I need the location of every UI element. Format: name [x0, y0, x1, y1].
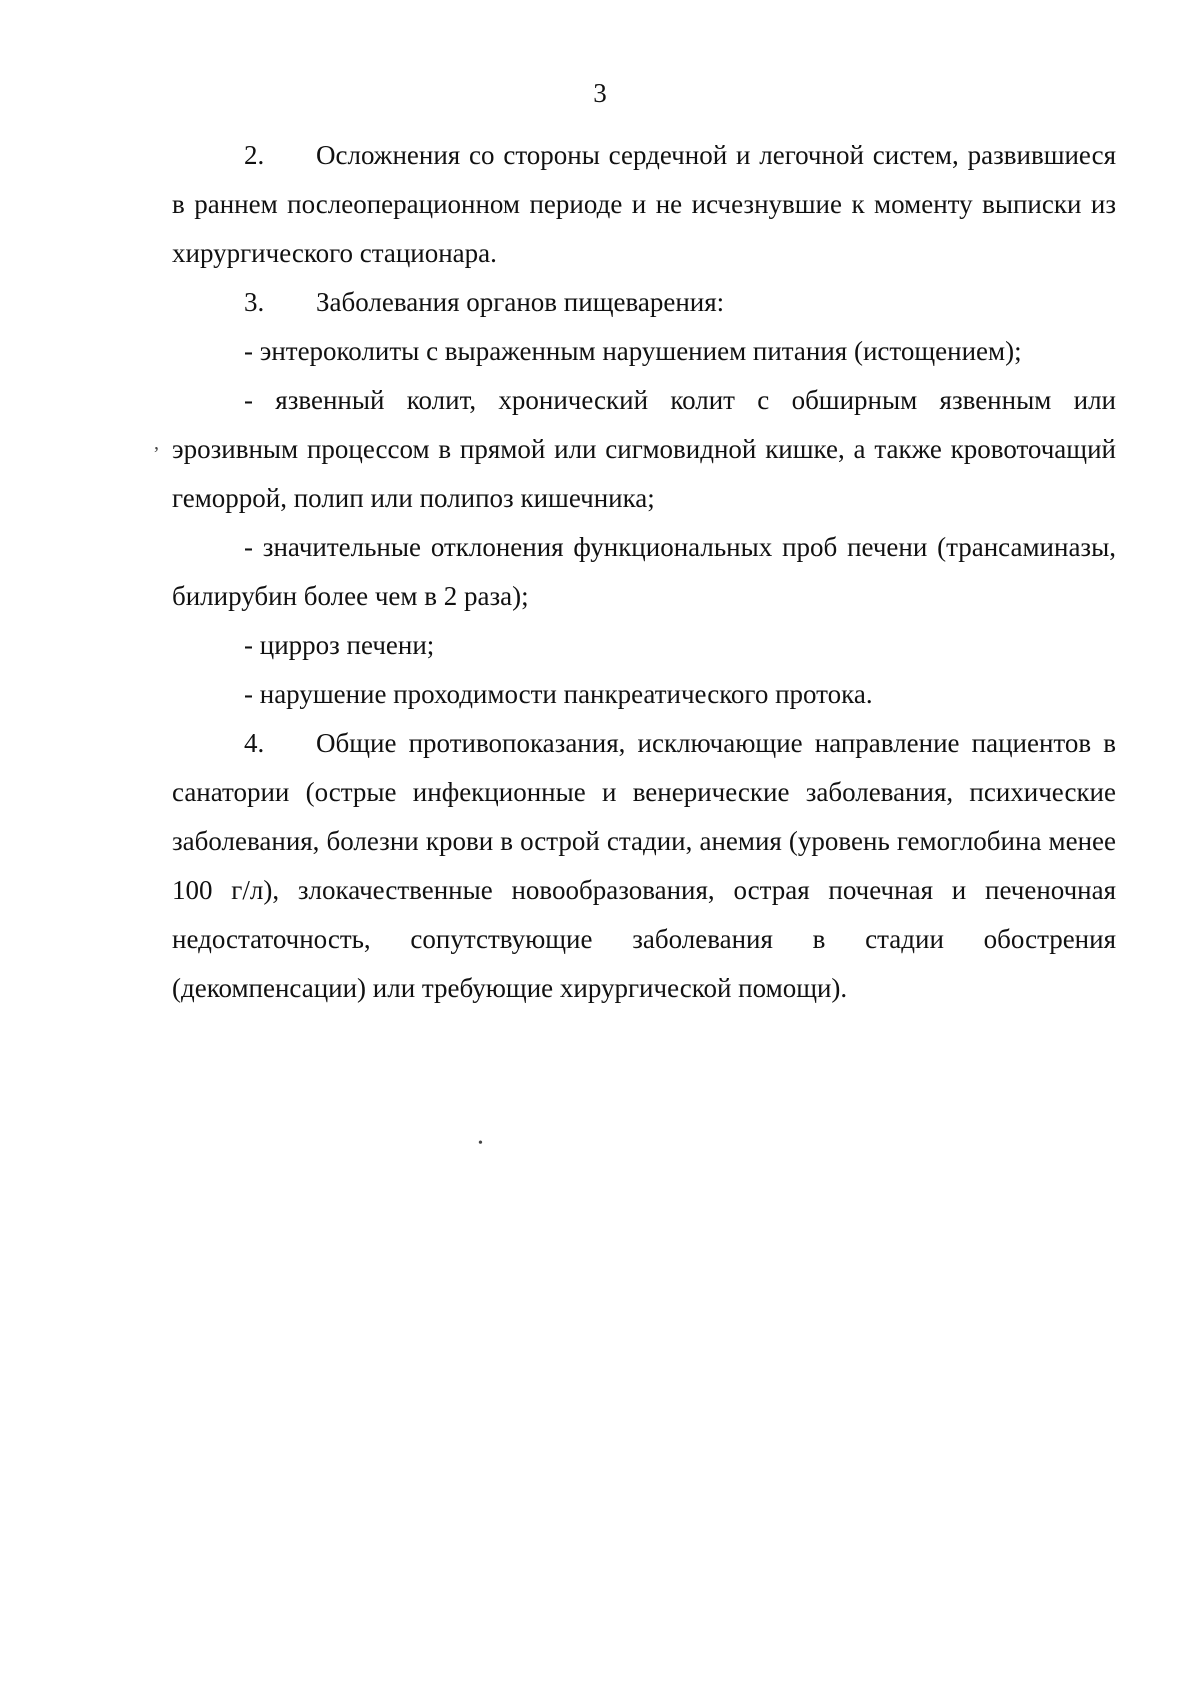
document-body — [172, 131, 1116, 1013]
paragraph-item-4 — [172, 719, 1116, 1013]
paragraph-item-2 — [172, 131, 1116, 278]
list-item-enterocolitis: - энтероколиты с выраженным нарушением питания (истощением); — [244, 336, 1022, 366]
list-item-pancreatic-duct: - нарушение проходимости панкреатического протока. — [244, 679, 873, 709]
list-item-cirrhosis: - цирроз печени; — [244, 630, 435, 660]
scan-dot-mark: • — [478, 1136, 483, 1151]
paragraph-text: Заболевания органов пищеварения: — [316, 287, 725, 317]
paragraph-item-3 — [172, 278, 1116, 327]
paragraph-number: 3. — [244, 287, 265, 317]
scan-speck-mark: , — [154, 432, 159, 454]
list-item-liver-tests: - значительные отклонения функциональных проб печени (трансаминазы, билирубин более чем в 2 раза); — [172, 532, 1116, 611]
page-number: 3 — [593, 78, 607, 108]
paragraph-number: 2. — [244, 140, 265, 170]
paragraph-number: 4. — [244, 728, 265, 758]
list-item-colitis: - язвенный колит, хронический колит с обширным язвенным или эрозивным процессом в прямой или сигмовидной кишке, а также кровоточащий геморрой, полип или полипоз кишечника; — [172, 385, 1116, 513]
paragraph-text: Общие противопоказания, исключающие направление пациентов в санатории (острые инфекционные и венерические заболевания, психические заболевания, болезни крови в острой стадии, анемия (уровень гемоглобина менее 100 г/л), злокачественные новообразования, острая почечная и печеночная недостаточность, сопутствующие заболевания в стадии обострения (декомпенсации) или требующие хирургической помощи). — [172, 728, 1116, 1003]
paragraph-text: Осложнения со стороны сердечной и легочной систем, развившиеся в раннем послеоперационном периоде и не исчезнувшие к моменту выписки из хирургического стационара. — [172, 140, 1116, 268]
